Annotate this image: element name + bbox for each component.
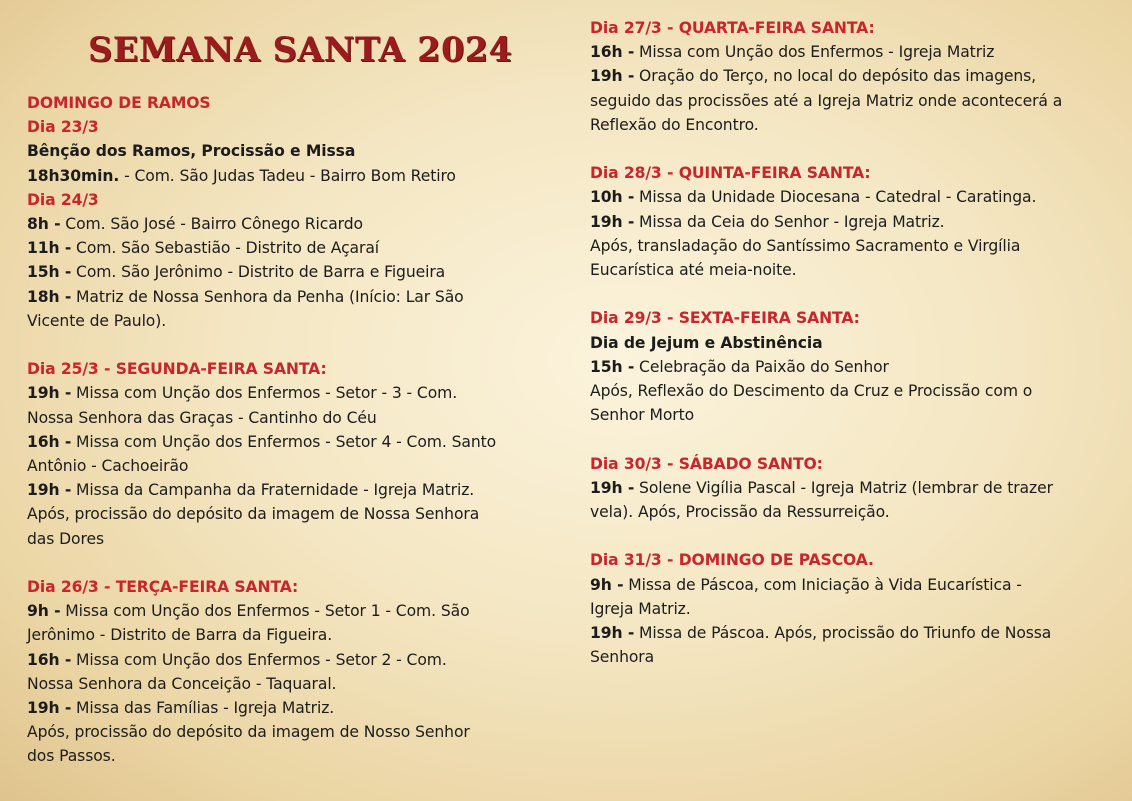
entry-text: Celebração da Paixão do Senhor bbox=[634, 357, 889, 376]
page-title: SEMANA SANTA 2024 bbox=[88, 30, 513, 69]
entry-continuation: Após, transladação do Santíssimo Sacramento e Virgília bbox=[590, 236, 1021, 255]
schedule-entry bbox=[590, 64, 1120, 88]
entry-text: Com. São Sebastião - Distrito de Açaraí bbox=[71, 239, 380, 258]
entry-text: Solene Vigília Pascal - Igreja Matriz (lembrar de trazer bbox=[634, 478, 1053, 497]
entry-continuation: Vicente de Paulo). bbox=[27, 311, 167, 330]
entry-text: Missa com Unção dos Enfermos - Setor 1 - Com. São bbox=[60, 602, 470, 621]
entry-continuation: seguido das procissões até a Igreja Matriz onde acontecerá a bbox=[590, 91, 1063, 110]
entry-text: Com. São José - Bairro Cônego Ricardo bbox=[60, 215, 363, 234]
entry-text: Missa com Unção dos Enfermos - Setor - 3 - Com. bbox=[71, 384, 458, 403]
entry-continuation: Eucarística até meia-noite. bbox=[590, 261, 797, 280]
schedule-entry bbox=[590, 185, 1120, 209]
entry-time: 19h - bbox=[27, 481, 72, 500]
schedule-entry bbox=[590, 573, 1120, 597]
schedule-entry bbox=[27, 212, 547, 236]
section-heading-quarta: Dia 27/3 - QUARTA-FEIRA SANTA: bbox=[590, 19, 875, 37]
entry-text: Com. São Jerônimo - Distrito de Barra e Figueira bbox=[71, 263, 446, 282]
section-heading-terca: Dia 26/3 - TERÇA-FEIRA SANTA: bbox=[27, 578, 299, 597]
entry-text: Oração do Terço, no local do depósito das imagens, bbox=[634, 67, 1037, 86]
entry-text: Missa com Unção dos Enfermos - Setor 4 - Com. Santo bbox=[71, 432, 497, 451]
entry-continuation: vela). Após, Procissão da Ressurreição. bbox=[590, 503, 890, 522]
schedule-entry bbox=[27, 285, 547, 309]
entry-continuation: Após, Reflexão do Descimento da Cruz e Procissão com o bbox=[590, 382, 1033, 401]
schedule-entry bbox=[27, 164, 547, 188]
schedule-entry bbox=[27, 648, 547, 672]
section-heading-segunda: Dia 25/3 - SEGUNDA-FEIRA SANTA: bbox=[27, 360, 327, 379]
entry-text: Missa com Unção dos Enfermos - Igreja Matriz bbox=[634, 43, 995, 62]
day-label: Dia 23/3 bbox=[27, 118, 99, 137]
left-column bbox=[27, 91, 547, 769]
entry-time: 18h - bbox=[27, 287, 72, 306]
entry-continuation: Igreja Matriz. bbox=[590, 599, 691, 618]
entry-text: Matriz de Nossa Senhora da Penha (Início: Lar São bbox=[71, 287, 464, 306]
schedule-entry bbox=[27, 478, 547, 502]
schedule-entry bbox=[27, 696, 547, 720]
entry-time: 9h - bbox=[590, 575, 624, 594]
schedule-entry bbox=[27, 599, 547, 623]
schedule-entry bbox=[27, 381, 547, 405]
entry-time: 9h - bbox=[27, 602, 61, 621]
entry-time: 15h - bbox=[27, 263, 72, 282]
section-heading-ramos: DOMINGO DE RAMOS bbox=[27, 94, 211, 112]
entry-time: 19h - bbox=[590, 67, 635, 86]
entry-time: 15h - bbox=[590, 357, 635, 376]
entry-continuation: Após, procissão do depósito da imagem de Nossa Senhora bbox=[27, 505, 480, 524]
schedule-entry bbox=[590, 210, 1120, 234]
entry-text: Missa da Campanha da Fraternidade - Igreja Matriz. bbox=[71, 481, 475, 500]
entry-continuation: Nossa Senhora das Graças - Cantinho do Céu bbox=[27, 408, 377, 427]
section-subtitle: Bênção dos Ramos, Procissão e Missa bbox=[27, 142, 356, 161]
entry-time: 19h - bbox=[590, 624, 635, 643]
section-heading-sexta: Dia 29/3 - SEXTA-FEIRA SANTA: bbox=[590, 309, 860, 328]
entry-text: Missa da Ceia do Senhor - Igreja Matriz. bbox=[634, 212, 945, 231]
entry-time: 19h - bbox=[27, 384, 72, 403]
entry-time: 11h - bbox=[27, 239, 72, 258]
entry-time: 8h - bbox=[27, 215, 61, 234]
entry-continuation: Reflexão do Encontro. bbox=[590, 115, 759, 134]
schedule-entry bbox=[590, 476, 1120, 500]
entry-continuation: dos Passos. bbox=[27, 747, 116, 766]
entry-text: Missa de Páscoa, com Iniciação à Vida Eucarística - bbox=[623, 575, 1022, 594]
schedule-entry bbox=[590, 40, 1120, 64]
section-heading-quinta: Dia 28/3 - QUINTA-FEIRA SANTA: bbox=[590, 164, 871, 183]
entry-continuation: das Dores bbox=[27, 529, 104, 548]
entry-continuation: Após, procissão do depósito da imagem de Nosso Senhor bbox=[27, 723, 470, 742]
section-heading-sabado: Dia 30/3 - SÁBADO SANTO: bbox=[590, 454, 823, 473]
entry-continuation: Nossa Senhora da Conceição - Taquaral. bbox=[27, 674, 337, 693]
entry-text: Missa com Unção dos Enfermos - Setor 2 - Com. bbox=[71, 650, 447, 669]
schedule-entry bbox=[590, 355, 1120, 379]
entry-time: 10h - bbox=[590, 188, 635, 207]
schedule-entry bbox=[590, 621, 1120, 645]
entry-time: 16h - bbox=[590, 43, 635, 62]
entry-time: 19h - bbox=[27, 699, 72, 718]
entry-time: 18h30min. bbox=[27, 166, 120, 185]
right-column bbox=[590, 16, 1120, 669]
section-subtitle: Dia de Jejum e Abstinência bbox=[590, 333, 823, 352]
day-label: Dia 24/3 bbox=[27, 190, 99, 209]
section-heading-domingo: Dia 31/3 - DOMINGO DE PASCOA. bbox=[590, 551, 874, 570]
entry-time: 19h - bbox=[590, 478, 635, 497]
schedule-entry bbox=[27, 430, 547, 454]
schedule-entry bbox=[27, 260, 547, 284]
entry-continuation: Senhora bbox=[590, 648, 655, 667]
entry-text: Missa da Unidade Diocesana - Catedral - Caratinga. bbox=[634, 188, 1037, 207]
entry-continuation: Senhor Morto bbox=[590, 406, 695, 425]
entry-text: Missa das Famílias - Igreja Matriz. bbox=[71, 699, 335, 718]
entry-continuation: Antônio - Cachoeirão bbox=[27, 457, 189, 476]
entry-time: 16h - bbox=[27, 432, 72, 451]
entry-time: 19h - bbox=[590, 212, 635, 231]
entry-time: 16h - bbox=[27, 650, 72, 669]
entry-continuation: Jerônimo - Distrito de Barra da Figueira. bbox=[27, 626, 333, 645]
entry-text: Missa de Páscoa. Após, procissão do Triunfo de Nossa bbox=[634, 624, 1052, 643]
schedule-entry bbox=[27, 236, 547, 260]
entry-text: - Com. São Judas Tadeu - Bairro Bom Retiro bbox=[119, 166, 456, 185]
